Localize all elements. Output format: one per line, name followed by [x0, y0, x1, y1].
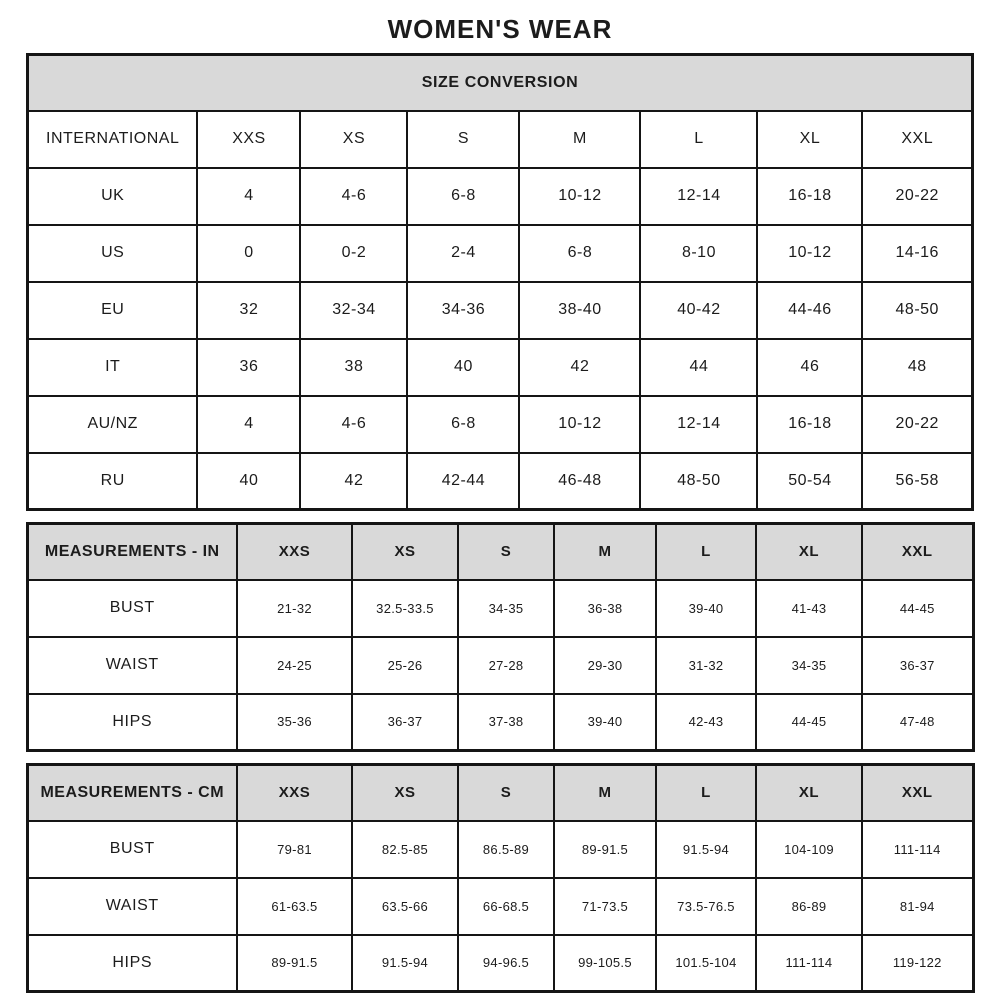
size-column-header-xxl: XXL	[862, 765, 973, 821]
table-row-uk	[27, 168, 972, 225]
size-column-header-xxs: XXS	[197, 111, 300, 168]
row-label-au-nz: AU/NZ	[27, 396, 197, 453]
table-cell: 41-43	[756, 580, 862, 637]
size-column-header-xxl: XXL	[862, 111, 972, 168]
table-cell: 4	[197, 168, 300, 225]
table-cell: 36-37	[862, 637, 973, 694]
table-cell: 31-32	[656, 637, 756, 694]
table-cell: 40-42	[640, 282, 757, 339]
row-label-us: US	[27, 225, 197, 282]
size-column-header-xxs: XXS	[237, 524, 352, 580]
table-cell: 94-96.5	[458, 935, 554, 992]
table-cell: 44	[640, 339, 757, 396]
table-cell: 42-43	[656, 694, 756, 751]
table-row-bust	[27, 821, 973, 878]
table-cell: 46	[757, 339, 862, 396]
table-cell: 111-114	[862, 821, 973, 878]
row-label-uk: UK	[27, 168, 197, 225]
table-cell: 32-34	[300, 282, 407, 339]
table-cell: 40	[197, 453, 300, 510]
table-cell: 10-12	[519, 168, 640, 225]
table-cell: 48	[862, 339, 972, 396]
table-cell: 101.5-104	[656, 935, 756, 992]
size-column-header-m: M	[554, 524, 656, 580]
table-cell: 20-22	[862, 396, 972, 453]
table-cell: 46-48	[519, 453, 640, 510]
table-cell: 0-2	[300, 225, 407, 282]
size-conversion-table	[26, 53, 974, 511]
size-column-header-xs: XS	[352, 765, 458, 821]
table-cell: 14-16	[862, 225, 972, 282]
table-cell: 40	[407, 339, 519, 396]
table-cell: 37-38	[458, 694, 554, 751]
table-cell: 99-105.5	[554, 935, 656, 992]
table-row-it	[27, 339, 972, 396]
table-cell: 63.5-66	[352, 878, 458, 935]
table-cell: 24-25	[237, 637, 352, 694]
table-cell: 12-14	[640, 168, 757, 225]
row-label-bust: BUST	[27, 821, 237, 878]
size-column-header-xs: XS	[352, 524, 458, 580]
measurements-in-table	[26, 522, 975, 752]
size-column-header-xxs: XXS	[237, 765, 352, 821]
size-column-header-m: M	[519, 111, 640, 168]
international-column-header: INTERNATIONAL	[27, 111, 197, 168]
table-cell: 38	[300, 339, 407, 396]
measurements-cm-table	[26, 763, 975, 993]
size-column-header-xxl: XXL	[862, 524, 973, 580]
table-cell: 81-94	[862, 878, 973, 935]
size-column-header-s: S	[407, 111, 519, 168]
table-cell: 32.5-33.5	[352, 580, 458, 637]
table-cell: 4-6	[300, 168, 407, 225]
table-cell: 39-40	[656, 580, 756, 637]
table-cell: 8-10	[640, 225, 757, 282]
table-cell: 2-4	[407, 225, 519, 282]
table-cell: 42-44	[407, 453, 519, 510]
table-cell: 0	[197, 225, 300, 282]
row-label-bust: BUST	[27, 580, 237, 637]
table-cell: 111-114	[756, 935, 862, 992]
size-column-header-xl: XL	[756, 765, 862, 821]
table-cell: 89-91.5	[554, 821, 656, 878]
size-column-header-m: M	[554, 765, 656, 821]
table-cell: 89-91.5	[237, 935, 352, 992]
table-cell: 56-58	[862, 453, 972, 510]
table-row-hips	[27, 935, 973, 992]
table-cell: 34-36	[407, 282, 519, 339]
table-cell: 79-81	[237, 821, 352, 878]
size-column-header-l: L	[656, 765, 756, 821]
table-cell: 6-8	[407, 168, 519, 225]
table-cell: 44-45	[756, 694, 862, 751]
size-column-header-xl: XL	[757, 111, 862, 168]
table-cell: 42	[300, 453, 407, 510]
size-column-header-s: S	[458, 524, 554, 580]
table-row-waist	[27, 878, 973, 935]
table-cell: 61-63.5	[237, 878, 352, 935]
table-row-bust	[27, 580, 973, 637]
row-label-hips: HIPS	[27, 694, 237, 751]
size-column-header-xl: XL	[756, 524, 862, 580]
table-row-eu	[27, 282, 972, 339]
table-cell: 36	[197, 339, 300, 396]
table-row-ru	[27, 453, 972, 510]
table-row-waist	[27, 637, 973, 694]
table-row-au-nz	[27, 396, 972, 453]
table-row-hips	[27, 694, 973, 751]
measurements-cm-header: MEASUREMENTS - CM	[27, 765, 237, 821]
size-column-header-l: L	[656, 524, 756, 580]
size-column-header-l: L	[640, 111, 757, 168]
table-cell: 48-50	[862, 282, 972, 339]
table-cell: 16-18	[757, 396, 862, 453]
table-cell: 50-54	[757, 453, 862, 510]
table-cell: 48-50	[640, 453, 757, 510]
table-cell: 12-14	[640, 396, 757, 453]
row-label-eu: EU	[27, 282, 197, 339]
table-cell: 86-89	[756, 878, 862, 935]
table-cell: 10-12	[519, 396, 640, 453]
table-cell: 20-22	[862, 168, 972, 225]
table-cell: 119-122	[862, 935, 973, 992]
size-conversion-banner-row	[27, 55, 972, 111]
table-cell: 44-46	[757, 282, 862, 339]
table-cell: 42	[519, 339, 640, 396]
measurements-in-header-row	[27, 524, 973, 580]
table-cell: 10-12	[757, 225, 862, 282]
table-cell: 82.5-85	[352, 821, 458, 878]
table-cell: 34-35	[458, 580, 554, 637]
size-column-header-s: S	[458, 765, 554, 821]
table-cell: 35-36	[237, 694, 352, 751]
table-cell: 38-40	[519, 282, 640, 339]
page-title: WOMEN'S WEAR	[387, 14, 613, 44]
table-cell: 91.5-94	[352, 935, 458, 992]
size-conversion-columns-row	[27, 111, 972, 168]
measurements-cm-header-row	[27, 765, 973, 821]
table-cell: 29-30	[554, 637, 656, 694]
table-cell: 27-28	[458, 637, 554, 694]
table-cell: 16-18	[757, 168, 862, 225]
table-cell: 91.5-94	[656, 821, 756, 878]
table-cell: 44-45	[862, 580, 973, 637]
table-cell: 66-68.5	[458, 878, 554, 935]
size-conversion-header: SIZE CONVERSION	[27, 55, 972, 111]
table-cell: 104-109	[756, 821, 862, 878]
table-cell: 71-73.5	[554, 878, 656, 935]
row-label-it: IT	[27, 339, 197, 396]
table-cell: 47-48	[862, 694, 973, 751]
table-row-us	[27, 225, 972, 282]
table-cell: 32	[197, 282, 300, 339]
table-cell: 39-40	[554, 694, 656, 751]
row-label-hips: HIPS	[27, 935, 237, 992]
table-cell: 4	[197, 396, 300, 453]
size-column-header-xs: XS	[300, 111, 407, 168]
row-label-waist: WAIST	[27, 637, 237, 694]
table-cell: 25-26	[352, 637, 458, 694]
table-cell: 36-38	[554, 580, 656, 637]
table-cell: 6-8	[407, 396, 519, 453]
table-cell: 36-37	[352, 694, 458, 751]
row-label-waist: WAIST	[27, 878, 237, 935]
table-cell: 21-32	[237, 580, 352, 637]
table-cell: 4-6	[300, 396, 407, 453]
table-cell: 6-8	[519, 225, 640, 282]
table-cell: 86.5-89	[458, 821, 554, 878]
table-cell: 73.5-76.5	[656, 878, 756, 935]
row-label-ru: RU	[27, 453, 197, 510]
measurements-in-header: MEASUREMENTS - IN	[27, 524, 237, 580]
table-cell: 34-35	[756, 637, 862, 694]
